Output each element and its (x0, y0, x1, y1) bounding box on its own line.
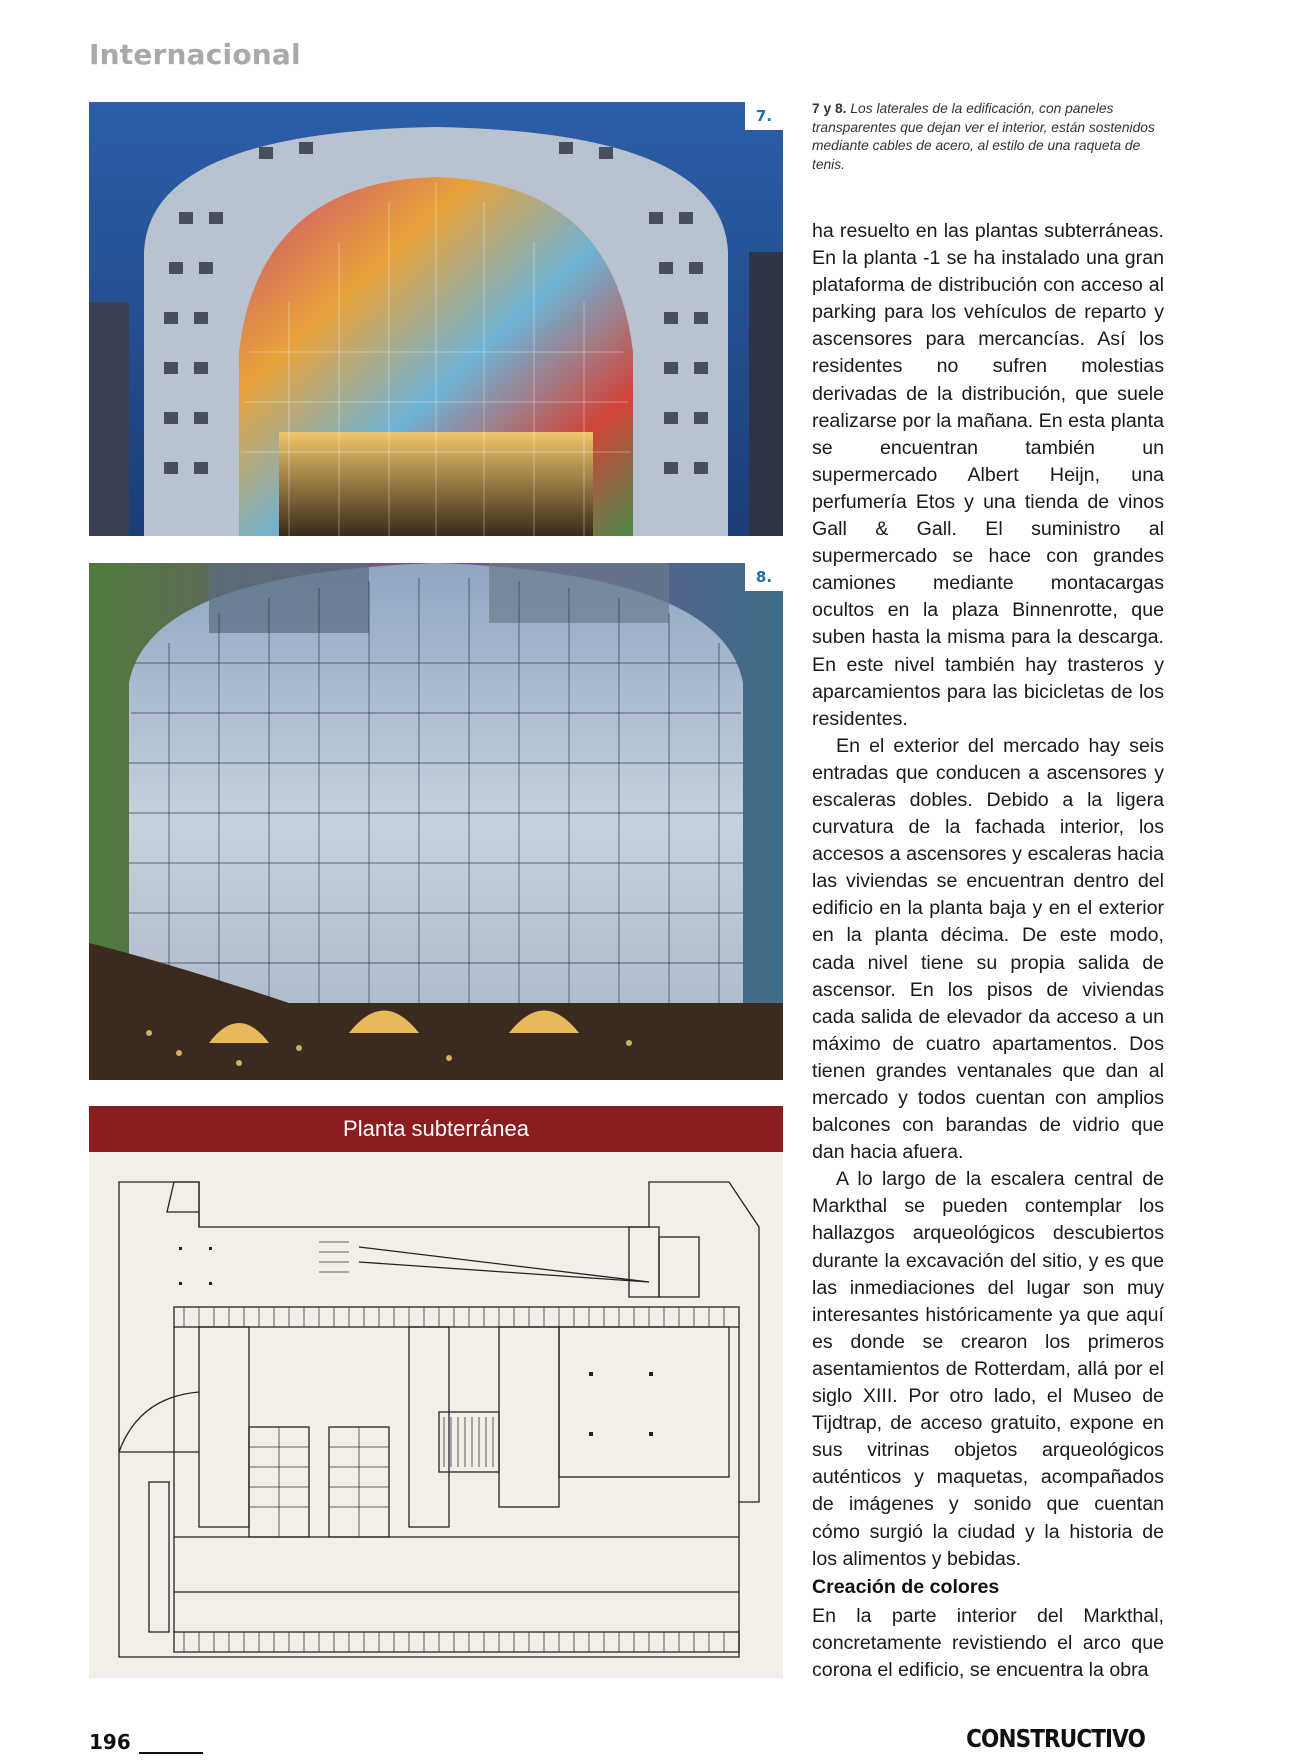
section-title: Internacional (89, 38, 301, 71)
figure-number-8: 8. (745, 563, 783, 591)
photo-markthal-interior (89, 563, 783, 1080)
interior-illustration (89, 563, 783, 1080)
page-number: 196 (89, 1730, 131, 1754)
body-column (812, 218, 1164, 1573)
body-column-continued (812, 1603, 1164, 1684)
paragraph-1: ha resuelto en las plantas subterráneas. En la planta -1 se ha instalado una gran plataforma de distribución con acceso al parking para los vehículos de reparto y ascensores para mercancías. Así los residentes no sufren molestias derivadas de la distribución, que suele realizarse por la mañana. En esta planta se encuentran también un supermercado Albert Heijn, una perfumería Etos y una tienda de vinos Gall & Gall. El suministro al supermercado se hace con grandes camiones mediante montacargas ocultos en la plaza Binnenrotte, que suben hasta la misma para la descarga. En este nivel también hay trasteros y aparcamientos para las bicicletas de los residentes. (812, 220, 1164, 730)
floor-plan-drawing (89, 1152, 783, 1678)
paragraph-4: En la parte interior del Markthal, concretamente revistiendo el arco que corona el edificio, se encuentra la obra (812, 1605, 1164, 1682)
caption-reference: 7 y 8. (812, 101, 847, 116)
paragraph-2: En el exterior del mercado hay seis entradas que conducen a ascensores y escaleras dobles. Debido a la ligera curvatura de la fachada interior, los accesos a ascensores y escaleras hacia las viviendas se encuentran dentro del edificio en la planta baja y en el exterior en la planta décima. De este modo, cada nivel tiene su propia salida de ascensor. En los pisos de viviendas cada salida de elevador da acceso a un máximo de cuatro apartamentos. Dos tienen grandes ventanales que dan al mercado y todos cuentan con amplios balcones con barandas de vidrio que dan hacia afuera. (812, 734, 1164, 1164)
facade-illustration (89, 102, 783, 536)
figure-number-7: 7. (745, 102, 783, 130)
caption-text: Los laterales de la edificación, con paneles transparentes que dejan ver el interior, están sostenidos mediante cables de acero, al estilo de una raqueta de tenis. (812, 101, 1155, 172)
paragraph-3: A lo largo de la escalera central de Markthal se pueden contemplar los hallazgos arqueológicos descubiertos durante la excavación del sitio, y es que las inmediaciones del lugar son muy interesantes históricamente ya que aquí es donde se crearon los primeros asentamientos de Rotterdam, allá por el siglo XIII. Por otro lado, el Museo de Tijdtrap, de acceso gratuito, expone en sus vitrinas objetos arqueológicos auténticos y maquetas, acompañados de imágenes y sonido que cuentan cómo surgió la ciudad y la historia de los alimentos y bebidas. (812, 1168, 1164, 1570)
figure-caption (812, 100, 1172, 174)
magazine-logo: CONSTRUCTIVO (966, 1724, 1145, 1753)
plan-title: Planta subterránea (89, 1106, 783, 1152)
floor-plan (89, 1152, 783, 1678)
page-number-rule (139, 1752, 203, 1754)
subheading: Creación de colores (812, 1576, 1000, 1598)
photo-markthal-facade (89, 102, 783, 536)
